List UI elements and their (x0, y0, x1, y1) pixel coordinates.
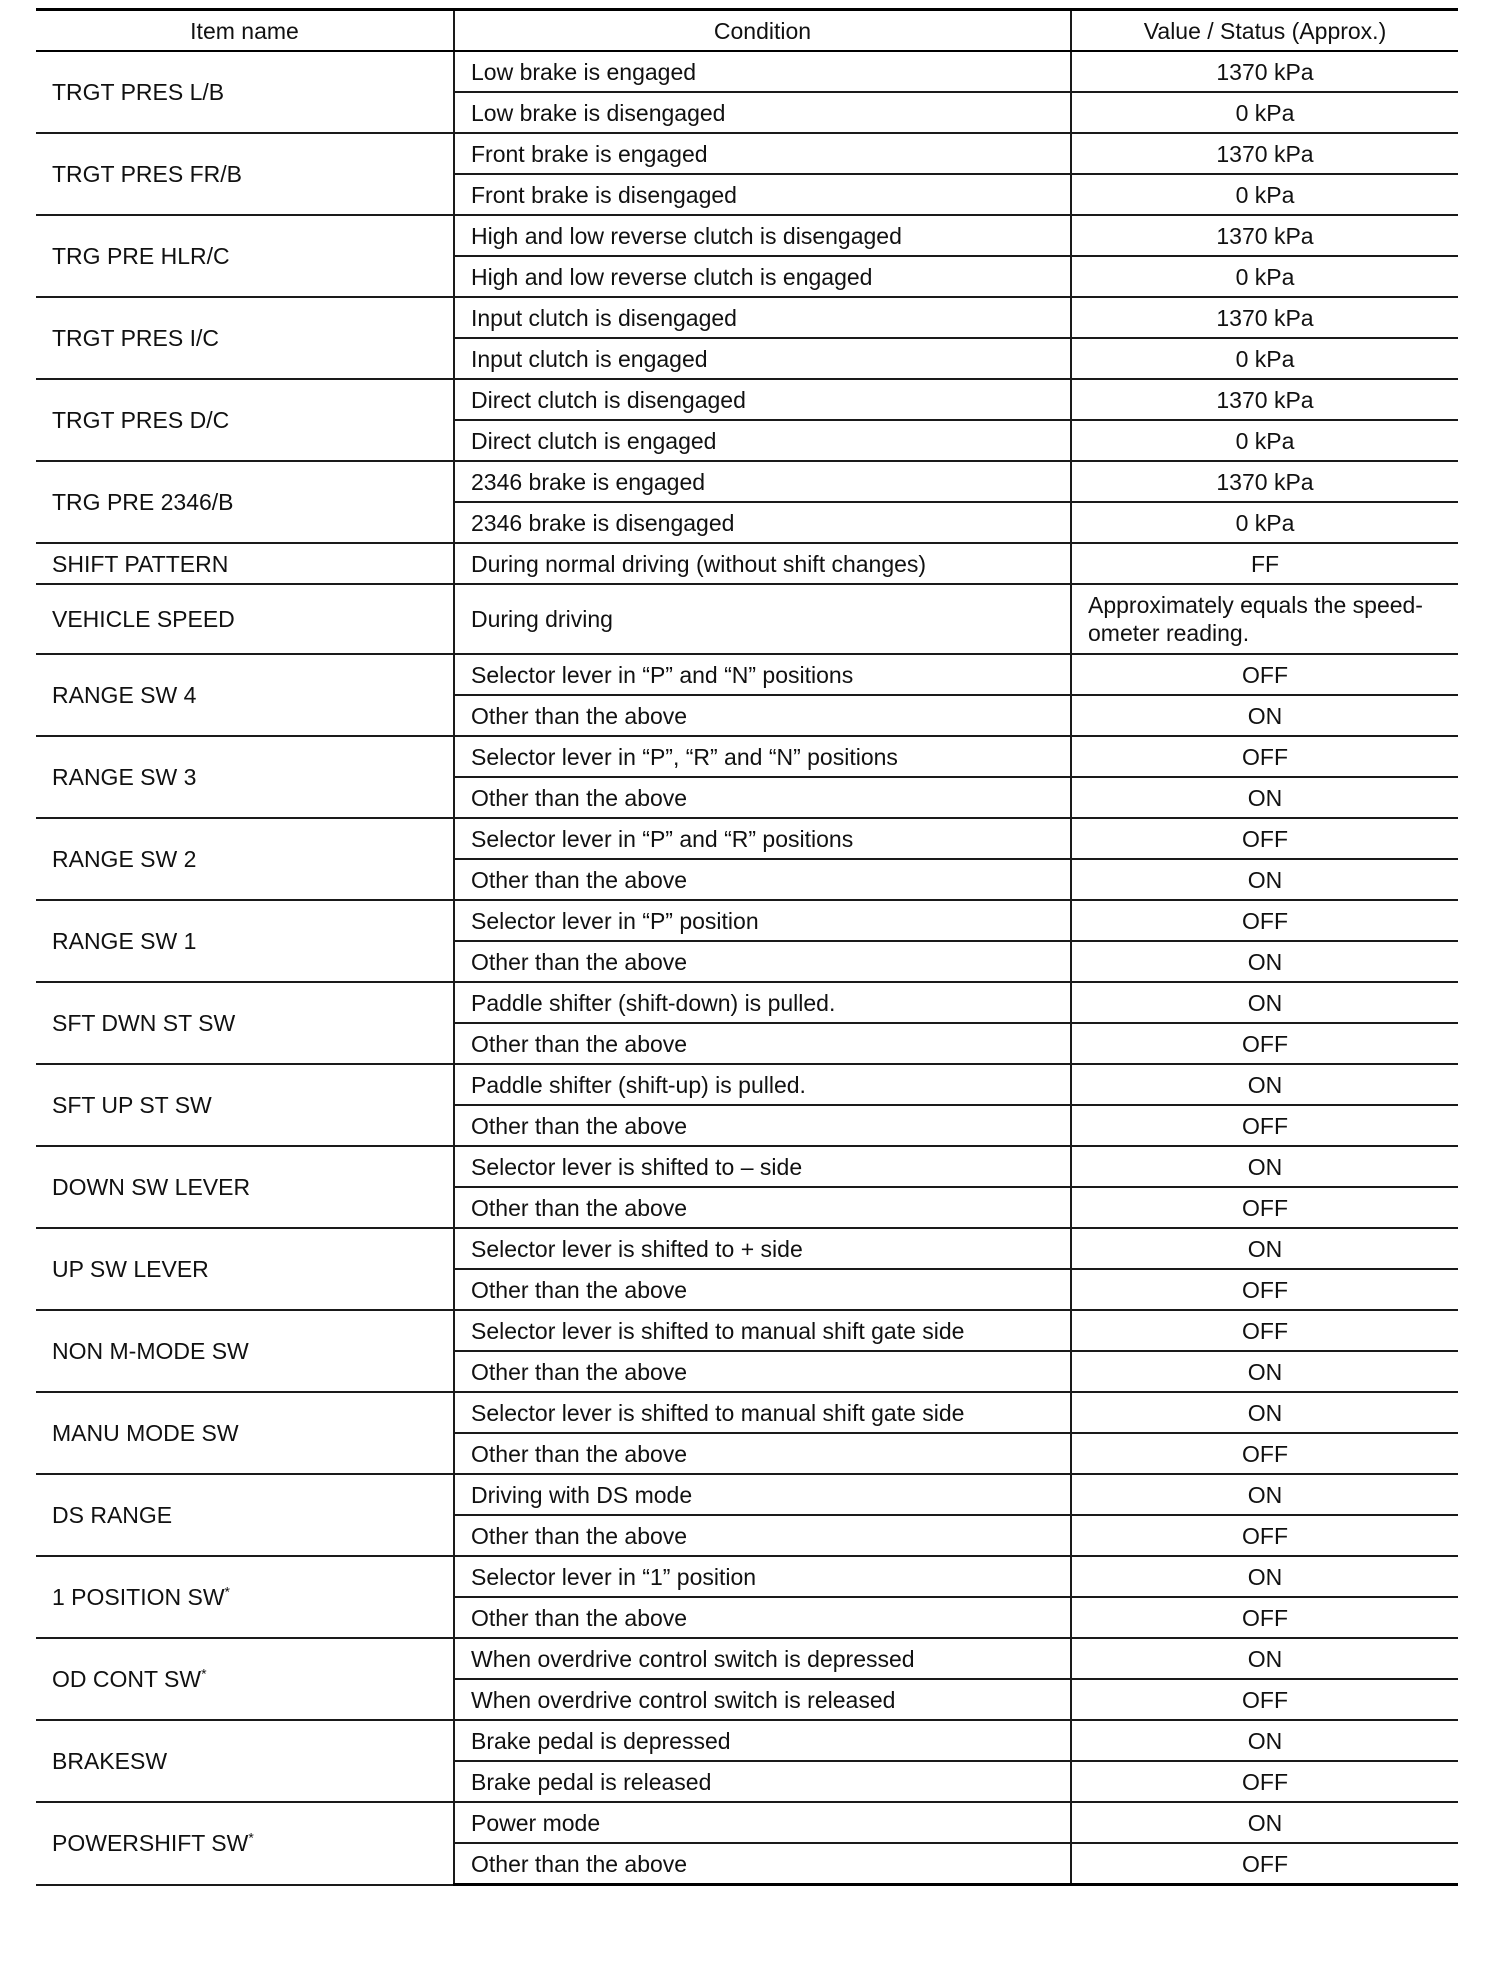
item-name: RANGE SW 3 (52, 764, 197, 790)
condition-cell: Other than the above (454, 1105, 1071, 1146)
value-status-cell: ON (1071, 1146, 1458, 1187)
item-name-cell (36, 543, 454, 584)
value-status-cell: 0 kPa (1071, 256, 1458, 297)
value-status-cell: ON (1071, 1638, 1458, 1679)
condition-cell: Selector lever is shifted to manual shift gate side (454, 1392, 1071, 1433)
value-status-cell: OFF (1071, 818, 1458, 859)
footnote-marker: * (248, 1829, 254, 1846)
item-name: NON M-MODE SW (52, 1338, 249, 1364)
table-row (36, 379, 1458, 420)
item-name-cell (36, 818, 454, 900)
item-name-cell (36, 584, 454, 654)
item-name-cell (36, 215, 454, 297)
item-name-cell (36, 1638, 454, 1720)
table-row (36, 818, 1458, 859)
value-status-cell: OFF (1071, 1105, 1458, 1146)
item-name-cell (36, 1310, 454, 1392)
value-status-cell: ON (1071, 1556, 1458, 1597)
table-row (36, 51, 1458, 92)
condition-cell: Selector lever in “P” and “N” positions (454, 654, 1071, 695)
condition-cell: Other than the above (454, 1433, 1071, 1474)
footnote-marker: * (224, 1583, 230, 1600)
value-status-cell: ON (1071, 1228, 1458, 1269)
item-name: DS RANGE (52, 1502, 173, 1528)
item-name-cell (36, 51, 454, 133)
item-name-cell (36, 461, 454, 543)
condition-cell: Power mode (454, 1802, 1071, 1843)
value-status-cell: 0 kPa (1071, 174, 1458, 215)
item-name-cell (36, 1474, 454, 1556)
value-status-cell: ON (1071, 982, 1458, 1023)
condition-cell: Direct clutch is disengaged (454, 379, 1071, 420)
condition-cell: Front brake is engaged (454, 133, 1071, 174)
value-status-cell: 0 kPa (1071, 338, 1458, 379)
item-name: POWERSHIFT SW (52, 1830, 249, 1857)
header-item-name: Item name (36, 10, 454, 52)
item-name: VEHICLE SPEED (52, 606, 235, 632)
table-row (36, 584, 1458, 654)
table-row (36, 1802, 1458, 1843)
condition-cell: Other than the above (454, 941, 1071, 982)
item-name: TRG PRE 2346/B (52, 489, 234, 515)
condition-cell: Other than the above (454, 695, 1071, 736)
value-status-cell: 1370 kPa (1071, 379, 1458, 420)
table-row (36, 1392, 1458, 1433)
table-row (36, 1146, 1458, 1187)
value-status-cell: OFF (1071, 1310, 1458, 1351)
table-row (36, 215, 1458, 256)
value-status-cell: OFF (1071, 1187, 1458, 1228)
condition-cell: During normal driving (without shift changes) (454, 543, 1071, 584)
item-name: TRGT PRES FR/B (52, 161, 242, 187)
value-status-cell: OFF (1071, 1761, 1458, 1802)
value-status-cell: 1370 kPa (1071, 133, 1458, 174)
condition-cell: Other than the above (454, 1187, 1071, 1228)
condition-cell: Input clutch is disengaged (454, 297, 1071, 338)
item-name: SHIFT PATTERN (52, 550, 229, 577)
condition-cell: Low brake is engaged (454, 51, 1071, 92)
condition-cell: When overdrive control switch is released (454, 1679, 1071, 1720)
item-name-cell (36, 982, 454, 1064)
table-row (36, 1638, 1458, 1679)
condition-cell: Selector lever is shifted to + side (454, 1228, 1071, 1269)
condition-cell: Selector lever is shifted to manual shift gate side (454, 1310, 1071, 1351)
table-row (36, 461, 1458, 502)
value-status-cell: OFF (1071, 1023, 1458, 1064)
value-status-cell: 0 kPa (1071, 502, 1458, 543)
table-row (36, 1474, 1458, 1515)
table-row (36, 1064, 1458, 1105)
value-status-cell: 1370 kPa (1071, 461, 1458, 502)
value-status-cell: ON (1071, 695, 1458, 736)
value-status-cell: ON (1071, 1720, 1458, 1761)
condition-cell: Selector lever in “1” position (454, 1556, 1071, 1597)
value-status-cell: OFF (1071, 654, 1458, 695)
condition-cell: Brake pedal is released (454, 1761, 1071, 1802)
condition-cell: When overdrive control switch is depressed (454, 1638, 1071, 1679)
condition-cell: High and low reverse clutch is disengaged (454, 215, 1071, 256)
value-status-cell: ON (1071, 941, 1458, 982)
table-row (36, 1720, 1458, 1761)
item-name-cell (36, 1146, 454, 1228)
condition-cell: Direct clutch is engaged (454, 420, 1071, 461)
value-status-cell: OFF (1071, 1679, 1458, 1720)
item-name-cell (36, 900, 454, 982)
table-row (36, 1556, 1458, 1597)
value-status-cell: 0 kPa (1071, 420, 1458, 461)
item-name: SFT UP ST SW (52, 1092, 212, 1118)
condition-cell: During driving (454, 584, 1071, 654)
item-name-cell (36, 736, 454, 818)
item-name: RANGE SW 2 (52, 846, 197, 872)
table-row (36, 982, 1458, 1023)
condition-cell: Driving with DS mode (454, 1474, 1071, 1515)
condition-cell: Other than the above (454, 1269, 1071, 1310)
condition-cell: Other than the above (454, 1515, 1071, 1556)
condition-cell: Front brake is disengaged (454, 174, 1071, 215)
condition-cell: Input clutch is engaged (454, 338, 1071, 379)
value-status-cell: ON (1071, 859, 1458, 900)
item-name: MANU MODE SW (52, 1420, 239, 1446)
condition-cell: Selector lever in “P”, “R” and “N” positions (454, 736, 1071, 777)
item-name: OD CONT SW (52, 1666, 202, 1692)
value-status-cell: OFF (1071, 1843, 1458, 1885)
condition-cell: Paddle shifter (shift-up) is pulled. (454, 1064, 1071, 1105)
item-name: TRG PRE HLR/C (52, 243, 230, 269)
condition-cell: High and low reverse clutch is engaged (454, 256, 1071, 297)
item-name: BRAKESW (52, 1748, 168, 1774)
header-row (36, 10, 1458, 52)
item-name: SFT DWN ST SW (52, 1010, 236, 1036)
value-status-cell: OFF (1071, 736, 1458, 777)
table-row (36, 736, 1458, 777)
item-name-cell (36, 1556, 454, 1638)
condition-cell: 2346 brake is disengaged (454, 502, 1071, 543)
item-name-cell (36, 1228, 454, 1310)
item-name-cell (36, 1720, 454, 1802)
item-name-cell (36, 133, 454, 215)
table-row (36, 1310, 1458, 1351)
item-name: DOWN SW LEVER (52, 1174, 251, 1200)
value-status-cell: ON (1071, 1064, 1458, 1105)
header-value-status: Value / Status (Approx.) (1071, 10, 1458, 52)
value-status-cell: ON (1071, 1474, 1458, 1515)
item-name: TRGT PRES L/B (52, 79, 225, 105)
item-name: 1 POSITION SW (52, 1584, 225, 1610)
condition-cell: Other than the above (454, 1597, 1071, 1638)
item-name-cell (36, 1802, 454, 1885)
condition-cell: Other than the above (454, 1023, 1071, 1064)
table-row (36, 133, 1458, 174)
condition-cell: Other than the above (454, 1351, 1071, 1392)
header-condition: Condition (454, 10, 1071, 52)
condition-cell: Brake pedal is depressed (454, 1720, 1071, 1761)
footnote-marker: * (201, 1665, 207, 1682)
condition-cell: Selector lever is shifted to – side (454, 1146, 1071, 1187)
item-name-cell (36, 379, 454, 461)
value-status-cell: 1370 kPa (1071, 215, 1458, 256)
value-status-cell: OFF (1071, 1597, 1458, 1638)
value-status-cell: OFF (1071, 1515, 1458, 1556)
table-row (36, 654, 1458, 695)
condition-cell: Selector lever in “P” and “R” positions (454, 818, 1071, 859)
value-status-cell: ON (1071, 1802, 1458, 1843)
item-name: RANGE SW 1 (52, 928, 197, 954)
value-status-cell: ON (1071, 1392, 1458, 1433)
condition-cell: Other than the above (454, 777, 1071, 818)
value-status-cell: 1370 kPa (1071, 51, 1458, 92)
condition-cell: Low brake is disengaged (454, 92, 1071, 133)
value-status-cell: OFF (1071, 900, 1458, 941)
value-status-cell: ON (1071, 777, 1458, 818)
value-status-cell: 1370 kPa (1071, 297, 1458, 338)
condition-cell: Other than the above (454, 1843, 1071, 1885)
item-name-cell (36, 1064, 454, 1146)
value-status-cell: OFF (1071, 1269, 1458, 1310)
item-name: RANGE SW 4 (52, 682, 197, 708)
value-status-cell: Approximately equals the speed- ometer reading. (1071, 584, 1458, 654)
table-body (36, 51, 1458, 1885)
table-row (36, 1228, 1458, 1269)
condition-cell: Paddle shifter (shift-down) is pulled. (454, 982, 1071, 1023)
value-status-cell: 0 kPa (1071, 92, 1458, 133)
table-row (36, 900, 1458, 941)
value-status-cell: OFF (1071, 1433, 1458, 1474)
condition-cell: Other than the above (454, 859, 1071, 900)
item-name: TRGT PRES I/C (52, 325, 219, 351)
item-name-cell (36, 1392, 454, 1474)
table-row (36, 543, 1458, 584)
item-name-cell (36, 654, 454, 736)
value-status-cell: FF (1071, 543, 1458, 584)
item-name: TRGT PRES D/C (52, 407, 230, 433)
item-name: UP SW LEVER (52, 1256, 209, 1282)
value-status-cell: ON (1071, 1351, 1458, 1392)
condition-cell: 2346 brake is engaged (454, 461, 1071, 502)
table-row (36, 297, 1458, 338)
data-monitor-table (36, 8, 1458, 1886)
condition-cell: Selector lever in “P” position (454, 900, 1071, 941)
item-name-cell (36, 297, 454, 379)
